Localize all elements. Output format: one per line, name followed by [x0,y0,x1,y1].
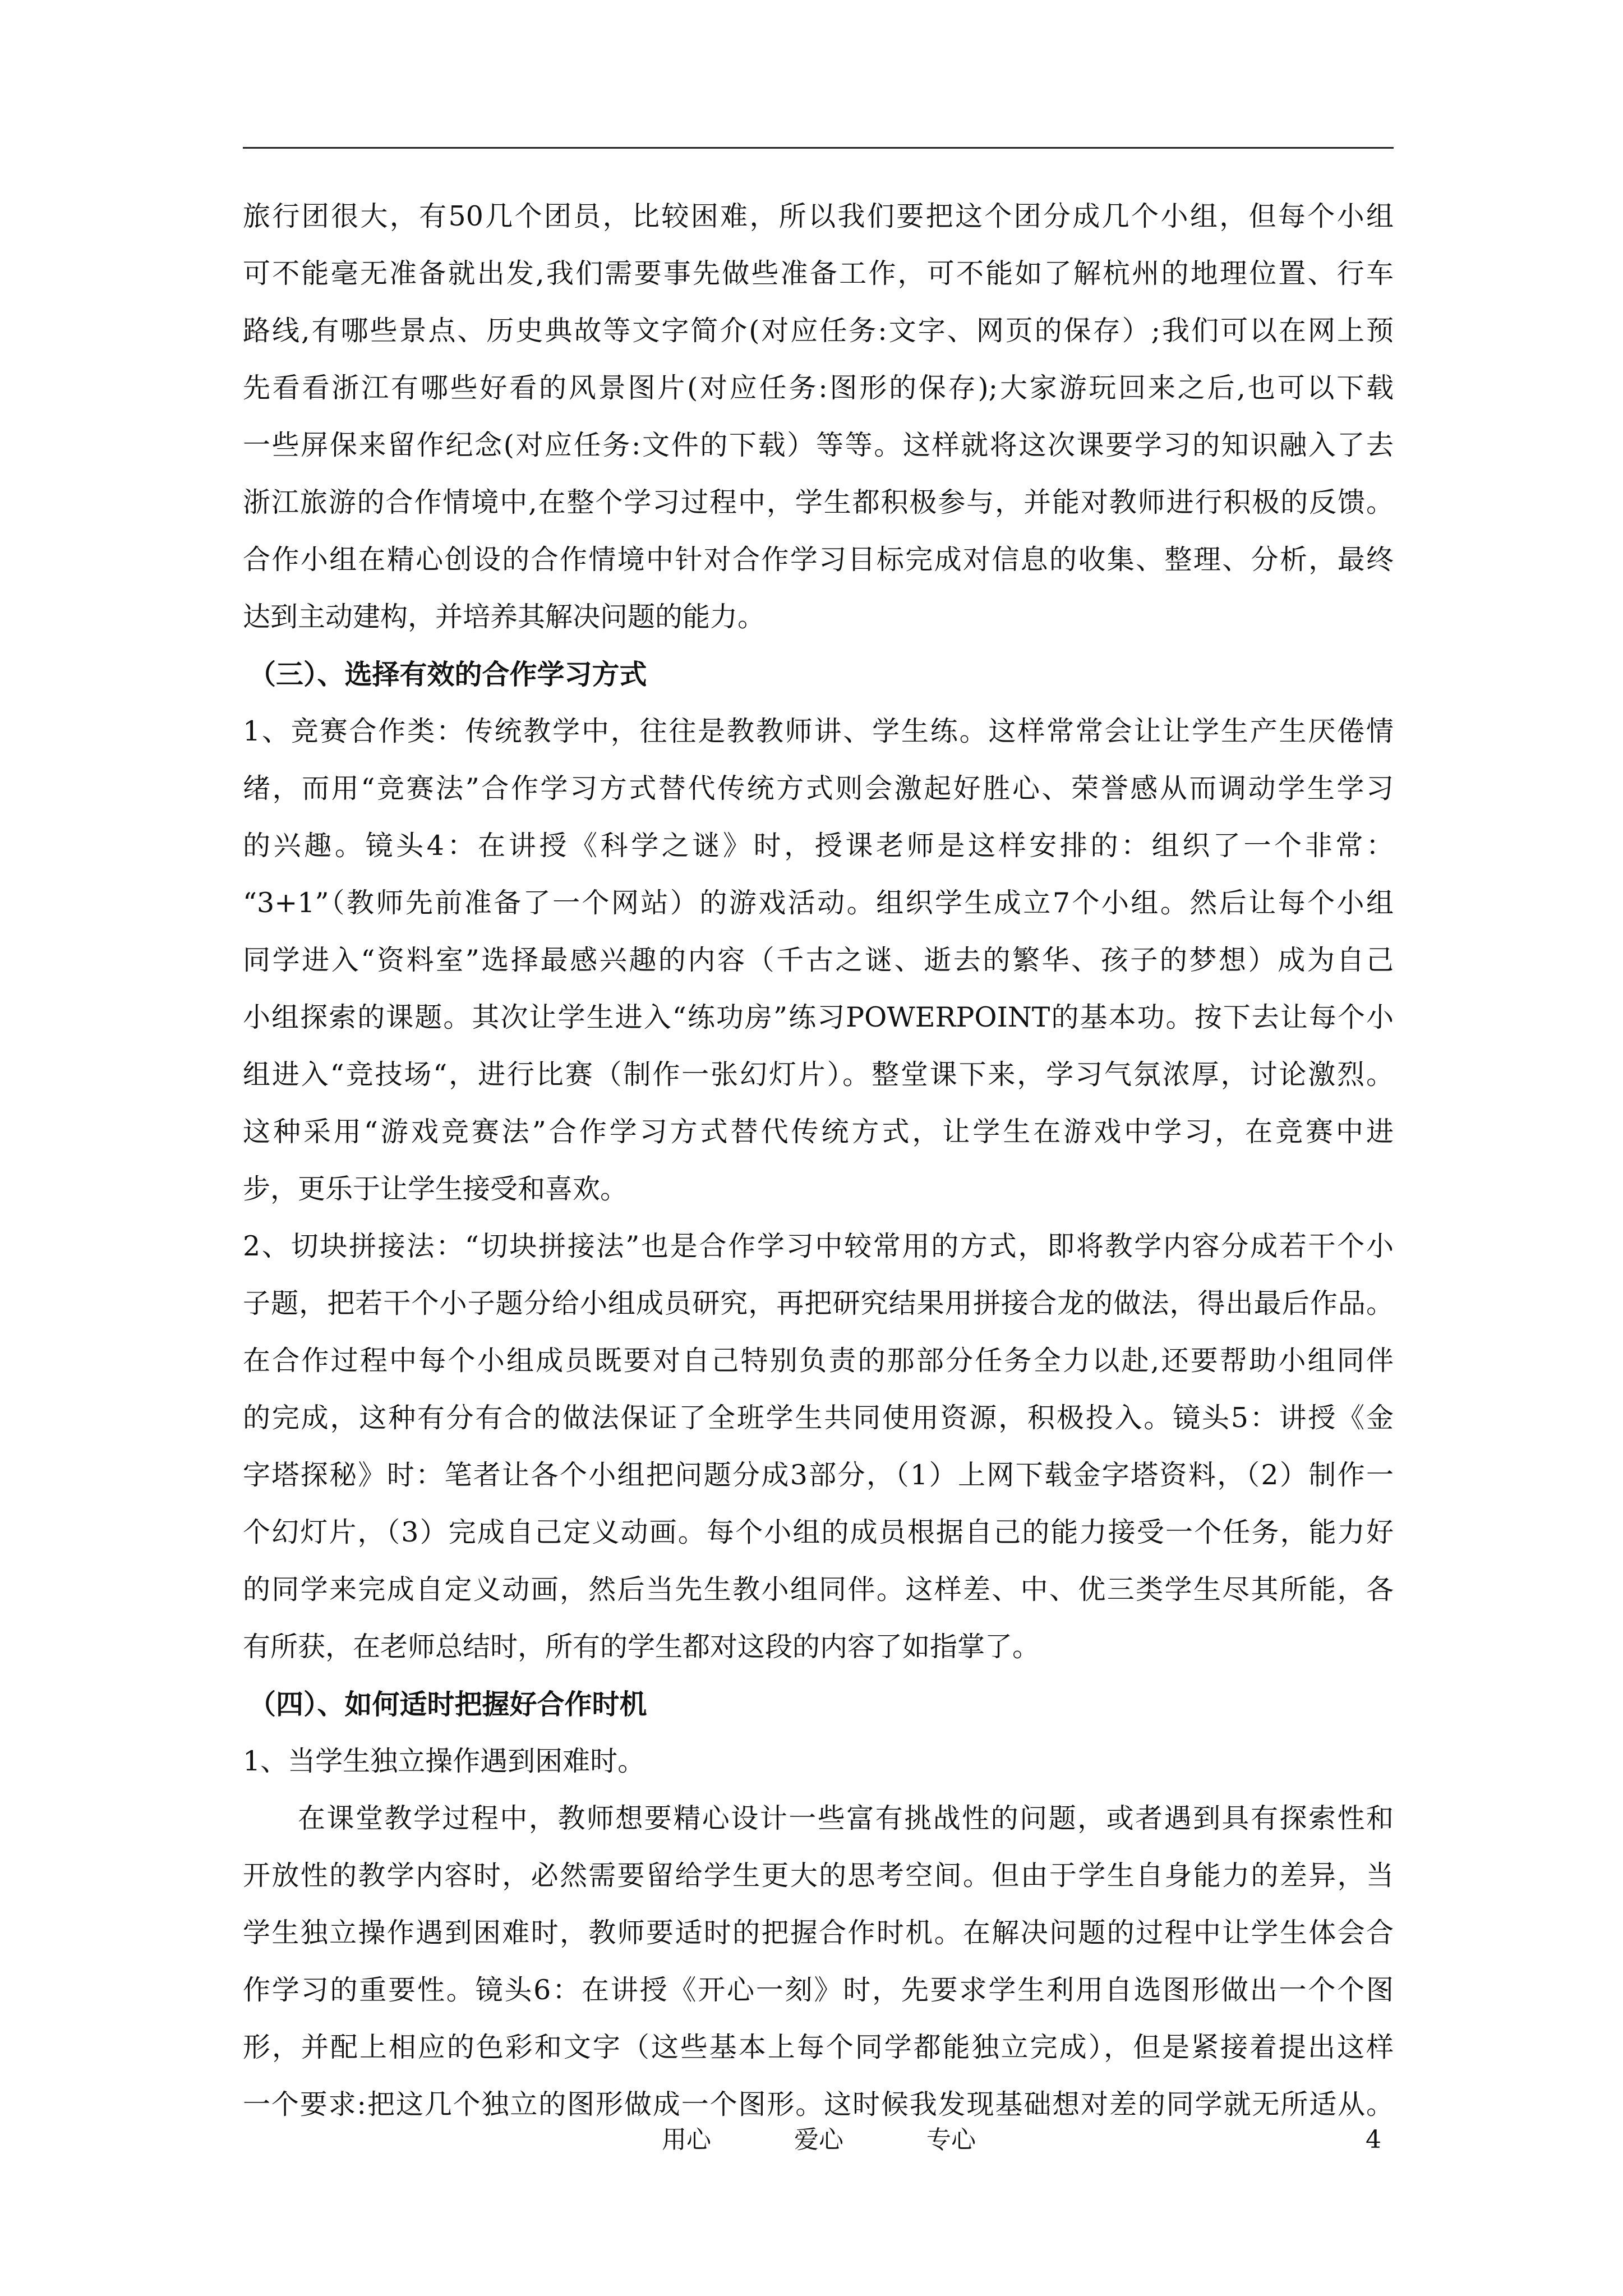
body-line: 的同学来完成自定义动画，然后当先生教小组同伴。这样差、中、优三类学生尽其所能，各 [243,1573,1394,1605]
body-line: 形，并配上相应的色彩和文字（这些基本上每个同学都能独立完成），但是紧接着提出这样 [243,2031,1394,2063]
body-line: 的兴趣。镜头4：在讲授《科学之谜》时，授课老师是这样安排的：组织了一个非常： [243,830,1394,862]
body-line: 学生独立操作遇到困难时，教师要适时的把握合作时机。在解决问题的过程中让学生体会合 [243,1917,1394,1949]
body-line: 作学习的重要性。镜头6：在讲授《开心一刻》时，先要求学生利用自选图形做出一个个图 [243,1974,1394,2006]
document-body [243,188,1394,2133]
body-line: 个幻灯片，（3）完成自己定义动画。每个小组的成员根据自己的能力接受一个任务，能力好 [243,1516,1394,1548]
footer-motto-word: 爱心 [794,2125,843,2154]
body-line: 合作小组在精心创设的合作情境中针对合作学习目标完成对信息的收集、整理、分析，最终 [243,544,1394,576]
body-line: “3+1”（教师先前准备了一个网站）的游戏活动。组织学生成立7个小组。然后让每个小组 [243,887,1394,919]
footer-motto-word: 用心 [662,2125,711,2154]
body-line: 一个要求:把这几个独立的图形做成一个图形。这时候我发现基础想对差的同学就无所适从。 [243,2088,1394,2120]
paragraph-first-line: 在课堂教学过程中，教师想要精心设计一些富有挑战性的问题，或者遇到具有探索性和 [298,1802,1394,1834]
body-line: 浙江旅游的合作情境中,在整个学习过程中，学生都积极参与，并能对教师进行积极的反馈。 [243,486,1394,518]
body-line: 1、竞赛合作类：传统教学中，往往是教教师讲、学生练。这样常常会让让学生产生厌倦情 [243,715,1394,747]
footer-motto [662,2123,976,2157]
body-line: 这种采用“游戏竞赛法”合作学习方式替代传统方式，让学生在游戏中学习，在竞赛中进 [243,1116,1394,1148]
body-line: 字塔探秘》时：笔者让各个小组把问题分成3部分，（1）上网下载金字塔资料，（2）制作一 [243,1459,1394,1491]
paragraph-last-line: 1、当学生独立操作遇到困难时。 [243,1745,645,1777]
paragraph-last-line: 步，更乐于让学生接受和喜欢。 [243,1173,628,1205]
body-line: 子题，把若干个小子题分给小组成员研究，再把研究结果用拼接合龙的做法，得出最后作品。 [243,1287,1394,1319]
body-line: 的完成，这种有分有合的做法保证了全班学生共同使用资源，积极投入。镜头5：讲授《金 [243,1402,1394,1434]
body-line: 可不能毫无准备就出发,我们需要事先做些准备工作，可不能如了解杭州的地理位置、行车 [243,257,1394,289]
body-line: 2、切块拼接法：“切块拼接法”也是合作学习中较常用的方式，即将教学内容分成若干个小 [243,1230,1394,1262]
body-line: 小组探索的课题。其次让学生进入“练功房”练习POWERPOINT的基本功。按下去让每个小 [243,1001,1394,1033]
body-line: 旅行团很大，有50几个团员，比较困难，所以我们要把这个团分成几个小组，但每个小组 [243,200,1394,232]
section-heading: （三）、选择有效的合作学习方式 [248,658,647,691]
body-line: 绪，而用“竞赛法”合作学习方式替代传统方式则会激起好胜心、荣誉感从而调动学生学习 [243,772,1394,804]
header-rule [243,147,1394,149]
body-line: 开放性的教学内容时，必然需要留给学生更大的思考空间。但由于学生自身能力的差异，当 [243,1860,1394,1892]
footer-motto-word: 专心 [926,2125,976,2154]
body-line: 一些屏保来留作纪念(对应任务:文件的下载）等等。这样就将这次课要学习的知识融入了去 [243,429,1394,461]
body-line: 组进入“竞技场“，进行比赛（制作一张幻灯片）。整堂课下来，学习气氛浓厚，讨论激烈。 [243,1059,1394,1091]
body-line: 先看看浙江有哪些好看的风景图片(对应任务:图形的保存);大家游玩回来之后,也可以下载 [243,372,1394,404]
body-line: 同学进入“资料室”选择最感兴趣的内容（千古之谜、逝去的繁华、孩子的梦想）成为自己 [243,944,1394,976]
body-line: 路线,有哪些景点、历史典故等文字简介(对应任务:文字、网页的保存）;我们可以在网上预 [243,315,1394,347]
paragraph-last-line: 有所获，在老师总结时，所有的学生都对这段的内容了如指掌了。 [243,1631,1040,1663]
body-line: 在合作过程中每个小组成员既要对自己特别负责的那部分任务全力以赴,还要帮助小组同伴 [243,1345,1394,1377]
paragraph-last-line: 达到主动建构，并培养其解决问题的能力。 [243,601,766,633]
page-number: 4 [1366,2125,1381,2154]
section-heading: （四）、如何适时把握好合作时机 [248,1688,647,1720]
